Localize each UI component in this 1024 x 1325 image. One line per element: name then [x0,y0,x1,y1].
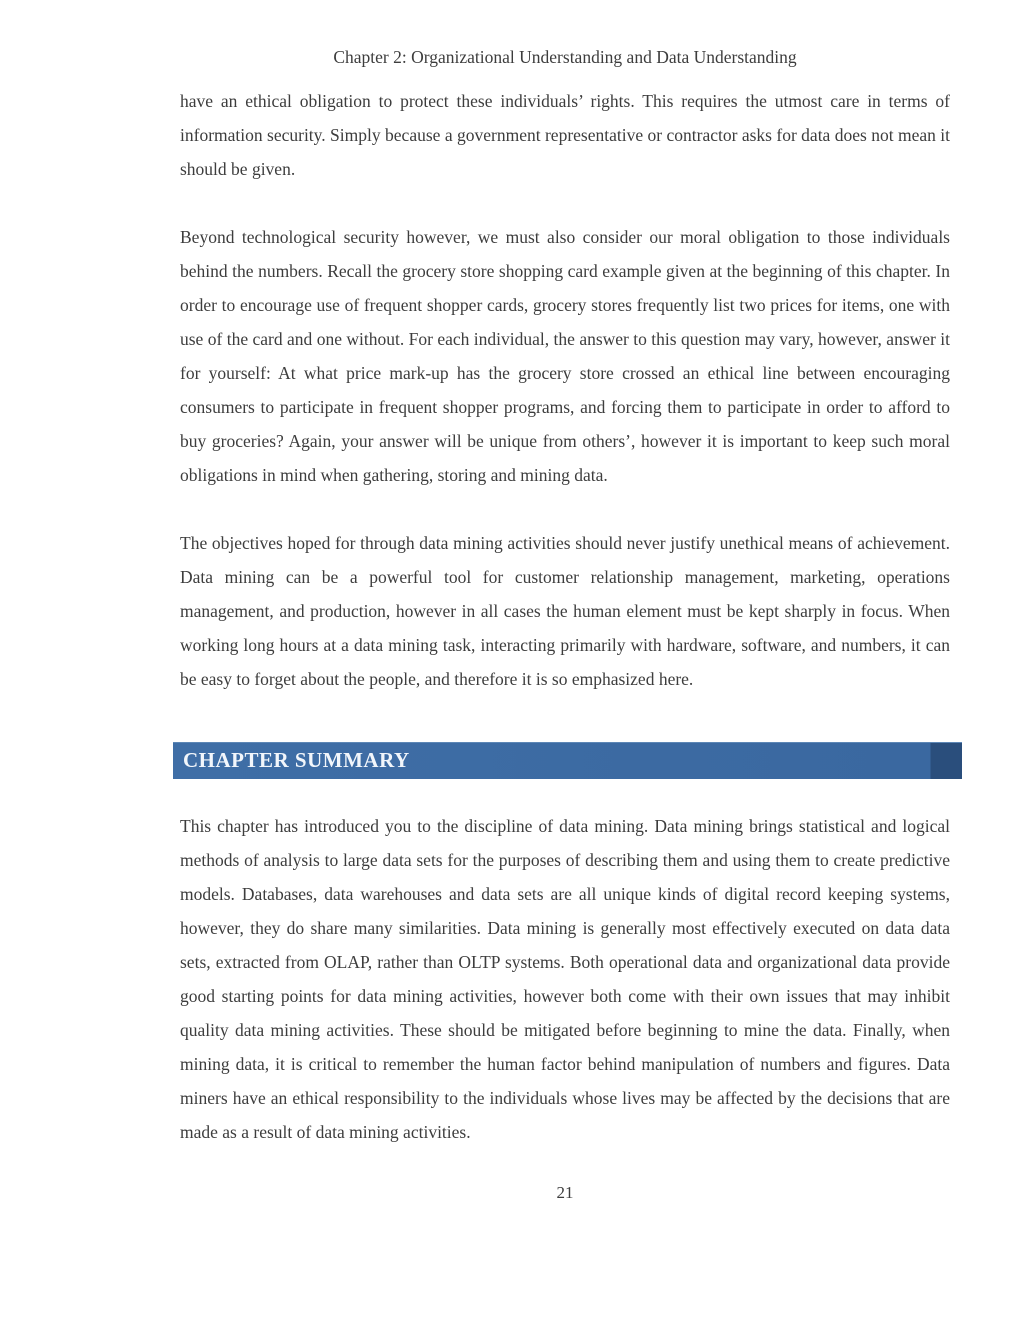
paragraph-moral-obligation: Beyond technological security however, we must also consider our moral obligation to those individuals behind the numbers. Recall the grocery store shopping card example given at the beginning of this chapter. In order to encourage use of frequent shopper cards, grocery stores frequently list two prices for items, one with use of the card and one without. For each individual, the answer to this question may vary, however, answer it for yourself: At what price mark-up has the grocery store crossed an ethical line between encouraging consumers to participate in frequent shopper programs, and forcing them to participate in order to afford to buy groceries? Again, your answer will be unique from others’, however it is important to keep such moral obligations in mind when gathering, storing and mining data. [180,227,950,485]
chapter-summary-heading: CHAPTER SUMMARY [183,748,410,772]
paragraph-chapter-summary: This chapter has introduced you to the discipline of data mining. Data mining brings statistical and logical methods of analysis to large data sets for the purposes of describing them and using them to create predictive models. Databases, data warehouses and data sets are all unique kinds of digital record keeping systems, however, they do share many similarities. Data mining is generally most effectively executed on data data sets, extracted from OLAP, rather than OLTP systems. Both operational data and organizational data provide good starting points for data mining activities, however both come with their own issues that may inhibit quality data mining activities. These should be mitigated before beginning to mine the data. Finally, when mining data, it is critical to remember the human factor behind manipulation of numbers and figures. Data miners have an ethical responsibility to the individuals whose lives may be affected by the decisions that are made as a result of data mining activities. [180,816,950,1142]
paragraph-ethical-obligation: have an ethical obligation to protect these individuals’ rights. This requires the utmost care in terms of information security. Simply because a government representative or contractor asks for data does not mean it should be given. [180,91,950,179]
chapter-summary-banner [173,742,962,779]
paragraph-objectives: The objectives hoped for through data mining activities should never justify unethical means of achievement. Data mining can be a powerful tool for customer relationship management, marketing, operations management, and production, however in all cases the human element must be kept sharply in focus. When working long hours at a data mining task, interacting primarily with hardware, software, and numbers, it can be easy to forget about the people, and therefore it is so emphasized here. [180,533,950,689]
running-head: Chapter 2: Organizational Understanding and Data Understanding [333,47,797,67]
page-number: 21 [556,1183,574,1202]
